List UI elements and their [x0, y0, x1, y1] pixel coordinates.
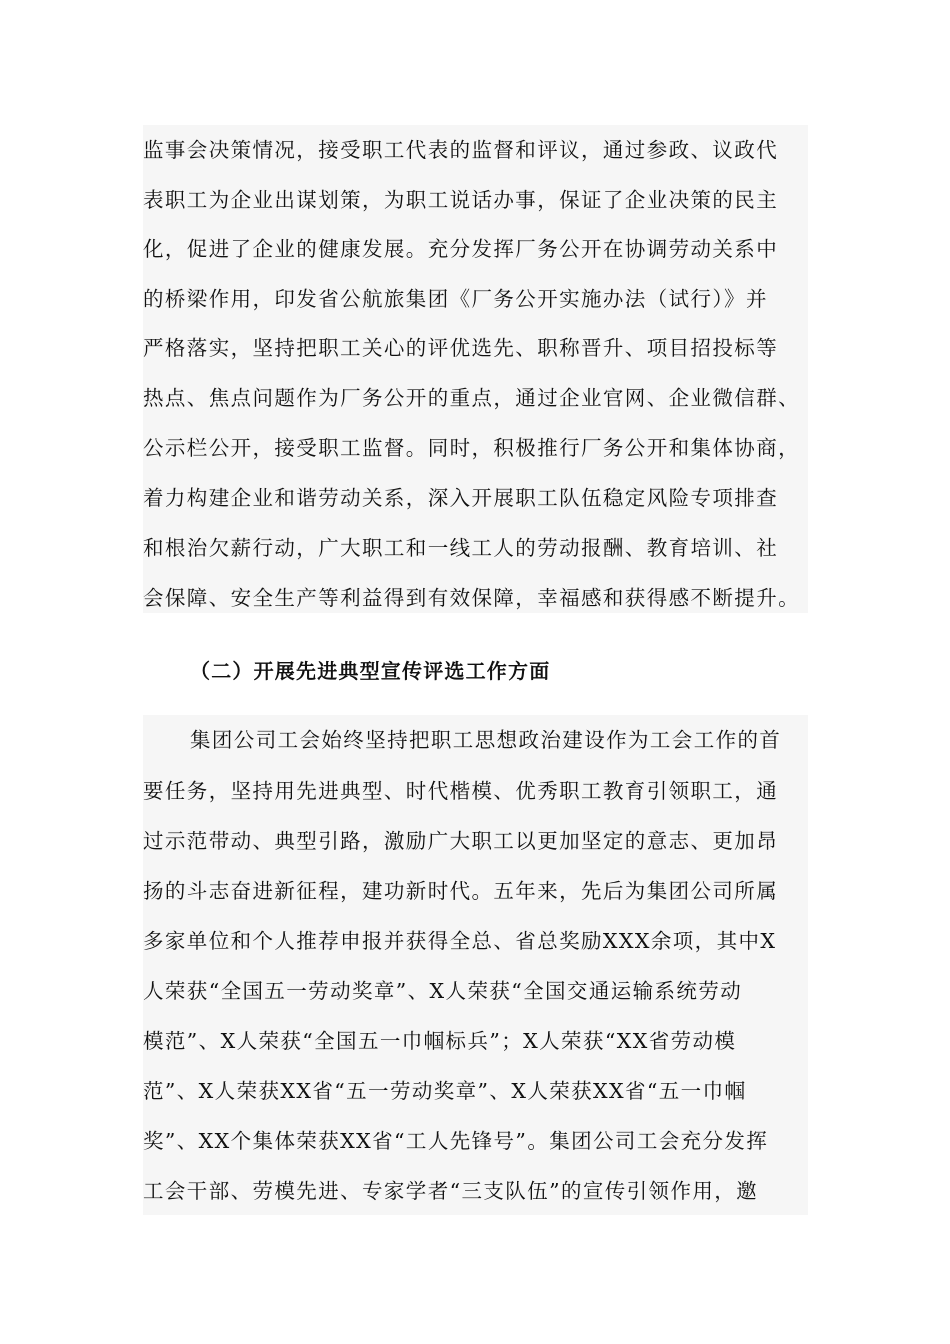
paragraph-line: 要任务，坚持用先进典型、时代楷模、优秀职工教育引领职工，通	[143, 779, 779, 803]
paragraph-line: 多家单位和个人推荐申报并获得全总、省总奖励XXX余项，其中X	[143, 929, 777, 953]
paragraph-line: 工会干部、劳模先进、专家学者“三支队伍”的宣传引领作用，邀	[143, 1179, 759, 1203]
paragraph-line: 着力构建企业和谐劳动关系，深入开展职工队伍稳定风险专项排查	[143, 486, 779, 510]
paragraph-line: 严格落实，坚持把职工关心的评优选先、职称晋升、项目招投标等	[143, 336, 779, 360]
paragraph-line: 过示范带动、典型引路，激励广大职工以更加坚定的意志、更加昂	[143, 829, 779, 853]
paragraph-line: 监事会决策情况，接受职工代表的监督和评议，通过参政、议政代	[143, 138, 779, 162]
section-heading: （二）开展先进典型宣传评选工作方面	[190, 659, 551, 683]
paragraph-line: 范”、X人荣获XX省“五一劳动奖章”、X人荣获XX省“五一巾帼	[143, 1079, 747, 1103]
paragraph-line: 会保障、安全生产等利益得到有效保障，幸福感和获得感不断提升。	[143, 586, 800, 610]
paragraph-line: 的桥梁作用，印发省公航旅集团《厂务公开实施办法（试行）》并	[143, 287, 768, 311]
paragraph-line: 热点、焦点问题作为厂务公开的重点，通过企业官网、企业微信群、	[143, 386, 800, 410]
paragraph-model-workers	[143, 715, 808, 1215]
paragraph-line: 模范”、X人荣获“全国五一巾帼标兵”；X人荣获“XX省劳动模	[143, 1029, 737, 1053]
paragraph-line: 化，促进了企业的健康发展。充分发挥厂务公开在协调劳动关系中	[143, 237, 779, 261]
paragraph-line: 扬的斗志奋进新征程，建功新时代。五年来，先后为集团公司所属	[143, 879, 779, 903]
paragraph-labor-relations	[143, 125, 808, 613]
paragraph-line: 集团公司工会始终坚持把职工思想政治建设作为工会工作的首	[190, 728, 782, 752]
paragraph-line: 和根治欠薪行动，广大职工和一线工人的劳动报酬、教育培训、社	[143, 536, 779, 560]
paragraph-line: 公示栏公开，接受职工监督。同时，积极推行厂务公开和集体协商，	[143, 436, 800, 460]
paragraph-line: 人荣获“全国五一劳动奖章”、X人荣获“全国交通运输系统劳动	[143, 979, 743, 1003]
paragraph-line: 奖”、XX个集体荣获XX省“工人先锋号”。集团公司工会充分发挥	[143, 1129, 769, 1153]
paragraph-line: 表职工为企业出谋划策，为职工说话办事，保证了企业决策的民主	[143, 188, 779, 212]
